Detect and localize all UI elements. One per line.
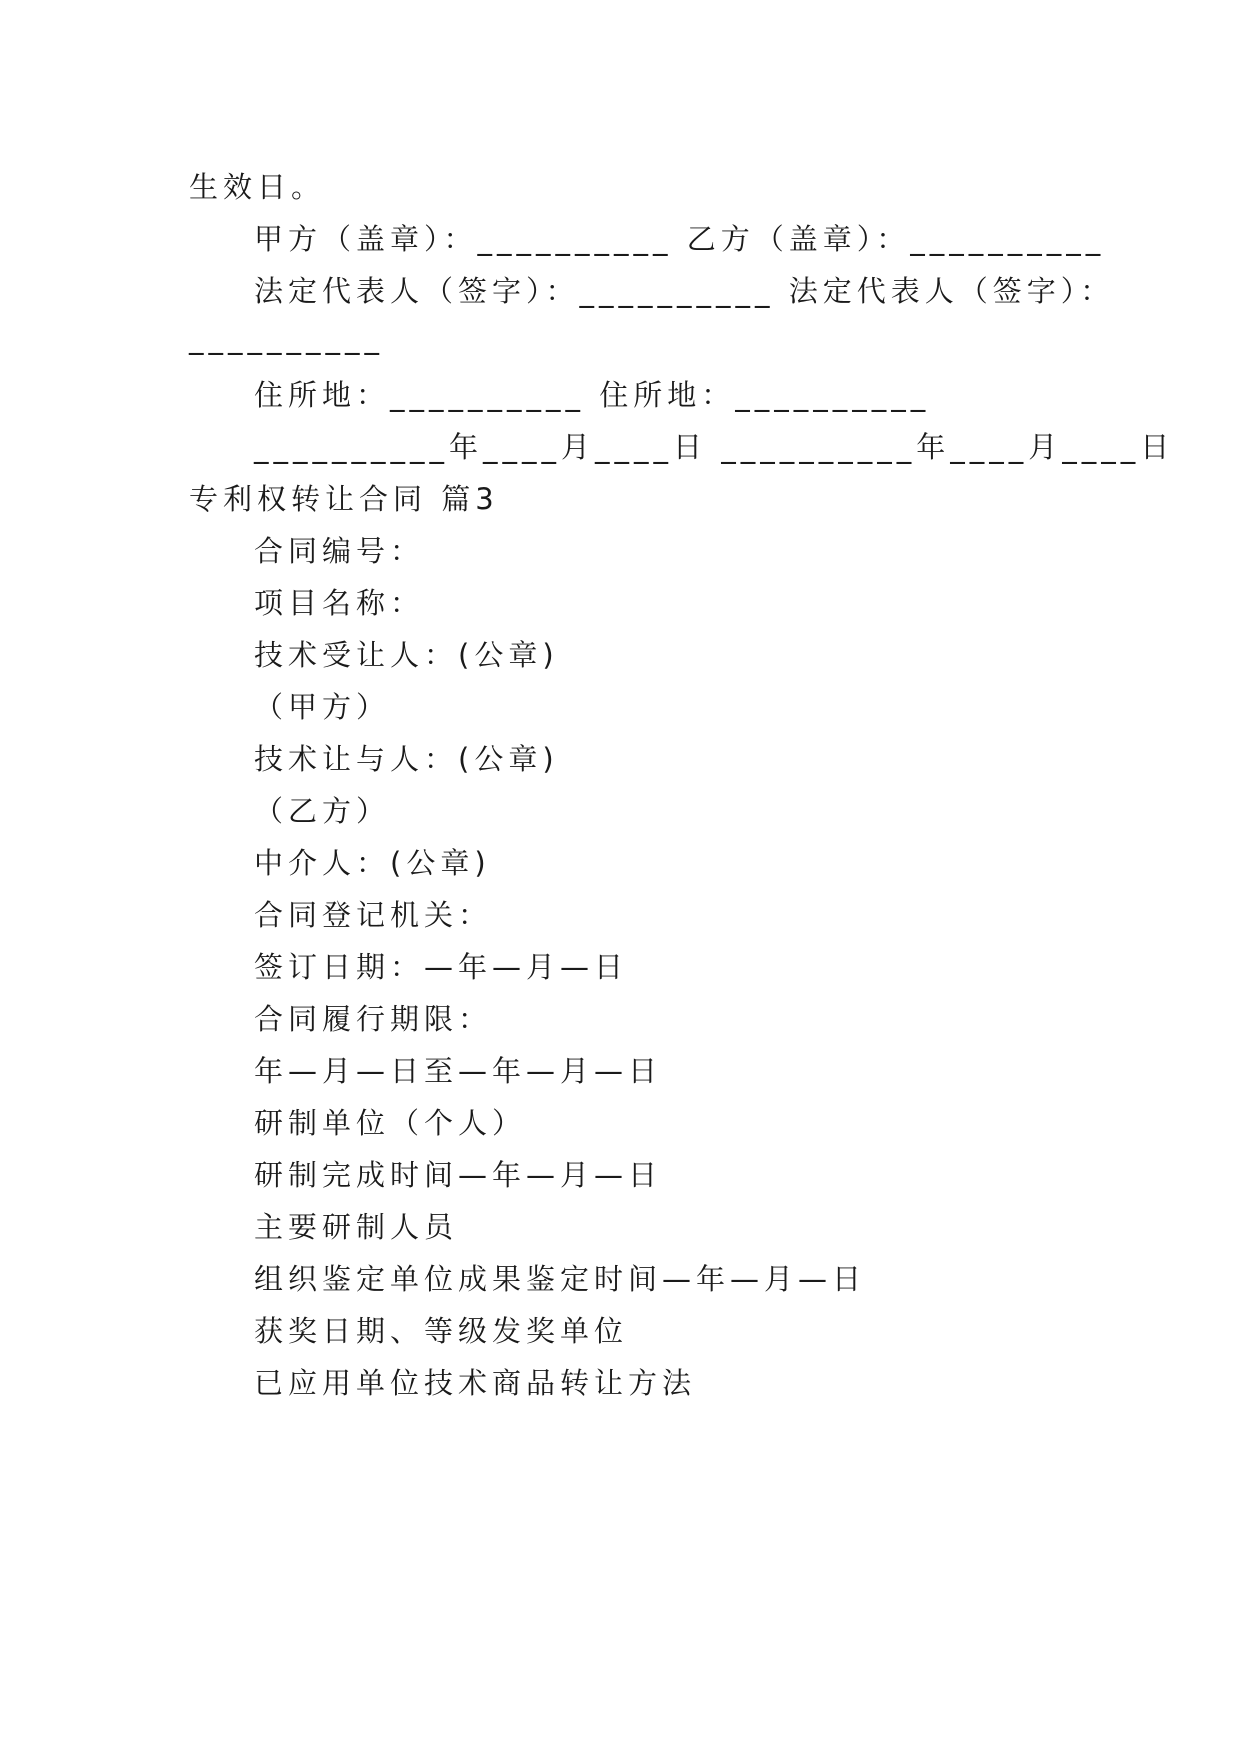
text-line-signature-blank: __________: [189, 321, 384, 355]
text-line-contract-number: 合同编号：: [254, 534, 425, 568]
text-line-transferee: 技术受让人：(公章): [254, 638, 559, 672]
text-line-performance-period: 合同履行期限：: [254, 1002, 493, 1036]
text-line-intermediary: 中介人：(公章): [254, 846, 491, 880]
text-line-addresses: 住所地：__________ 住所地：__________: [254, 378, 931, 412]
text-line-transferor: 技术让与人：(公章): [254, 742, 559, 776]
text-line-main-developers: 主要研制人员: [254, 1210, 459, 1244]
text-line-registration-authority: 合同登记机关：: [254, 898, 493, 932]
text-line-awards: 获奖日期、等级发奖单位: [254, 1314, 629, 1348]
text-line-project-name: 项目名称：: [254, 586, 425, 620]
text-line-development-unit: 研制单位（个人）: [254, 1106, 527, 1140]
text-line-appraisal: 组织鉴定单位成果鉴定时间—年—月—日: [254, 1262, 867, 1296]
text-line-party-seals: 甲方（盖章）：__________ 乙方（盖章）：__________: [254, 222, 1106, 256]
text-line-period-range: 年—月—日至—年—月—日: [254, 1054, 663, 1088]
text-line-signing-date: 签订日期：—年—月—日: [254, 950, 629, 984]
text-line-applied-units: 已应用单位技术商品转让方法: [254, 1366, 697, 1400]
text-line-legal-representatives: 法定代表人（签字）：__________ 法定代表人（签字）：: [254, 274, 1115, 308]
text-line-dates: __________年____月____日 __________年____月____日: [254, 430, 1175, 464]
text-line-party-b: （乙方）: [254, 794, 391, 828]
text-line-party-a: （甲方）: [254, 690, 391, 724]
text-line-effective-date: 生效日。: [189, 170, 326, 204]
section-heading: 专利权转让合同 篇3: [189, 482, 499, 516]
text-line-completion-time: 研制完成时间—年—月—日: [254, 1158, 663, 1192]
